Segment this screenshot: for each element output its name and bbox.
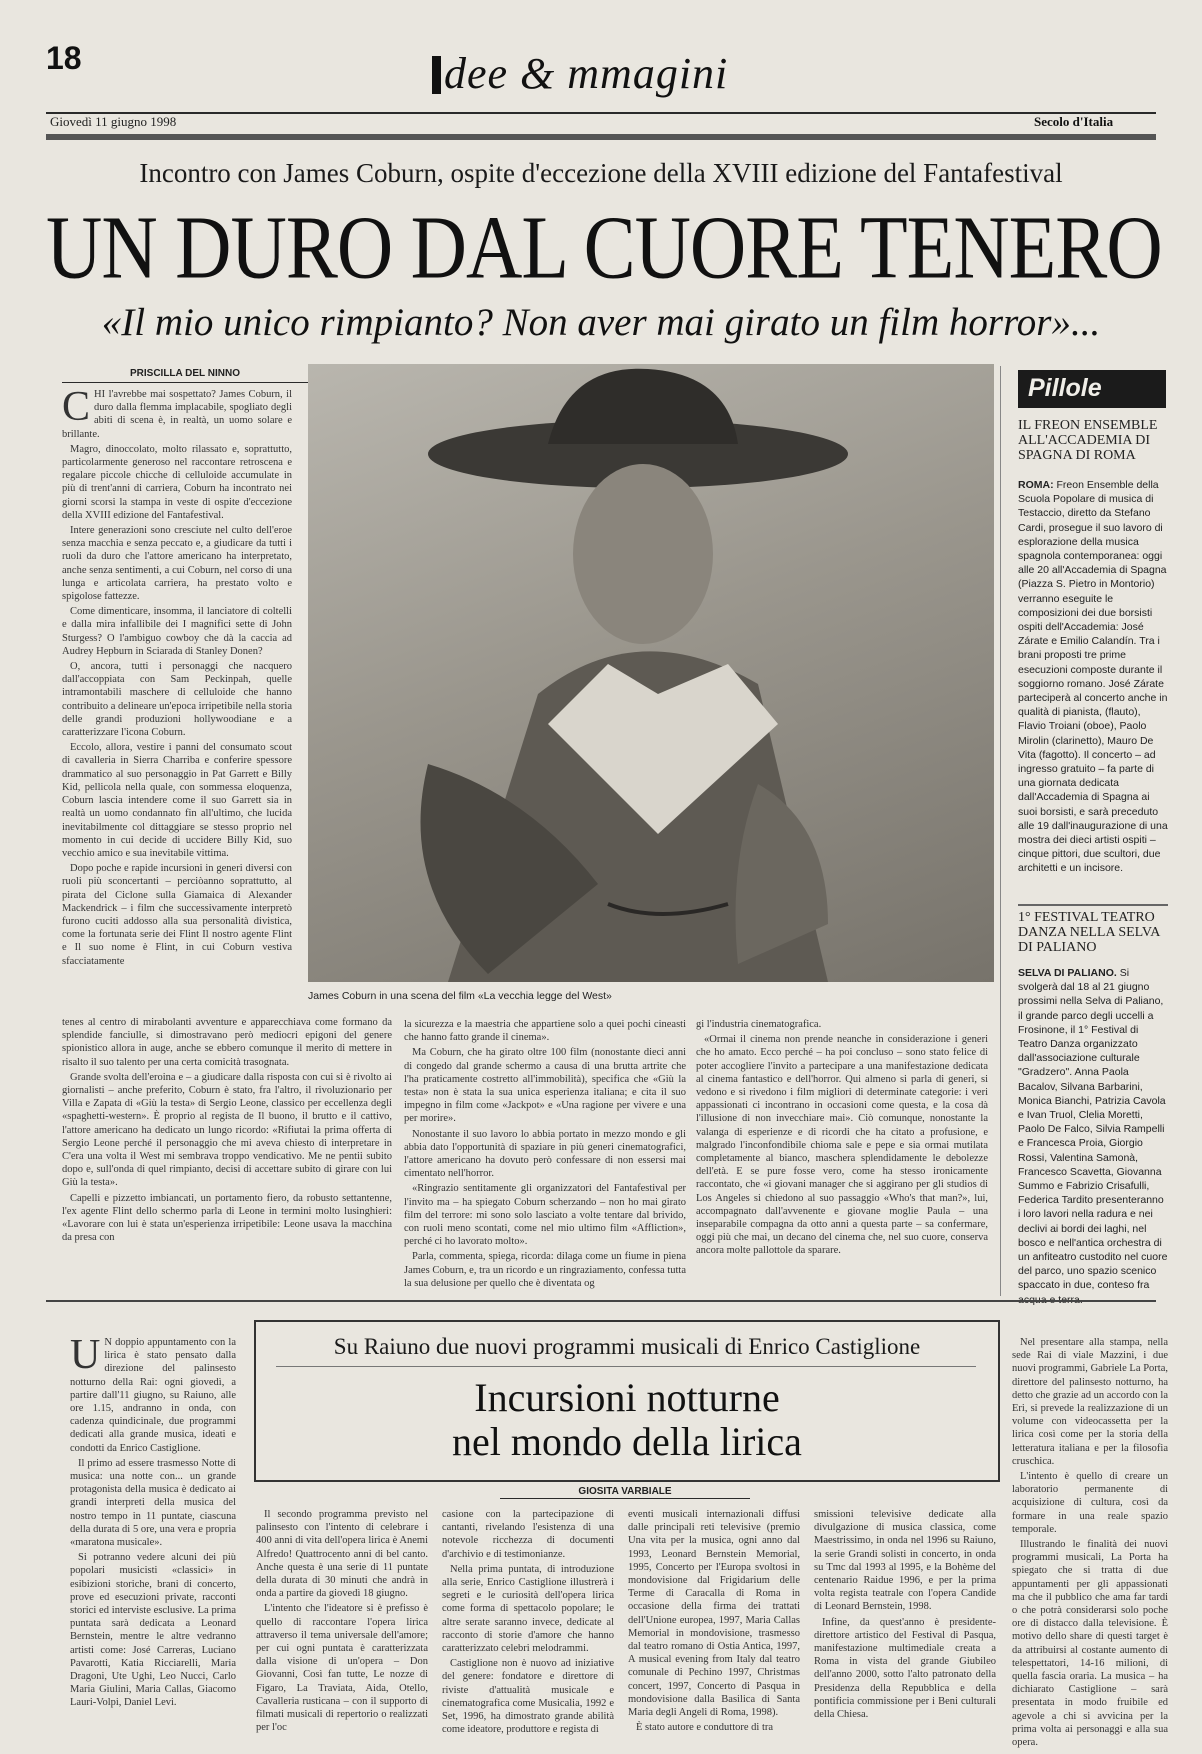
sidebar-divider xyxy=(1000,366,1001,1296)
second-article-headline-line2: nel mondo della lirica xyxy=(452,1419,802,1464)
article-paragraph: Capelli e pizzetto imbiancati, un portamento fiero, da robusto settantenne, l'ex agente Flint dello schermo parla di Leone in termini molto lusinghieri: «Lavorare con lui è stata un'esperienza irripetibile: Leone usava la macchina da presa con xyxy=(62,1192,392,1244)
article-paragraph: Il primo ad essere trasmesso Notte di musica: una notte con... un grande protagonista della musica è dedicato ai grandi interpreti della musica del nostro tempo in 11 puntate, ciascuna della durata di 5 ore, una vera e propria «maratona musicale». xyxy=(70,1457,236,1549)
section-title-text: dee & mmagini xyxy=(444,49,729,98)
sidebar-item-text: Freon Ensemble della Scuola Popolare di musica di Testaccio, diretto da Stefano Cardi, prosegue il suo lavoro di esplorazione della musica spagnola contemporanea: oggi alle 20 all'Accademia di Spagna (Piazza S. Pietro in Montorio) verranno eseguite le composizioni dei due borsisti ospiti dell'Accademia: José Zárate e Emilio Calandín. Tra i brani proposti tre prime esecuzioni composte durante il soggiorno romano. José Zárate parteciperà al concerto anche in qualità di pianista, (flauto), Flavio Troiani (oboe), Paolo Mirolin (clarinetto), Mauro De Vita (fagotto). Il concerto – ad ingresso gratuito – fa parte di una giornata dedicata dall'Accademia di Spagna ai suoi borsisti, e sarà preceduto alle 19 dall'inaugurazione di una mostra dei dieci artisti ospiti – cinque pittori, due scultori, due architetti e un incisore. xyxy=(1018,479,1168,875)
header-rule-top xyxy=(46,112,1156,114)
article-paragraph: È stato autore e conduttore di tra xyxy=(636,1722,774,1734)
article-paragraph: Dopo poche e rapide incursioni in generi diversi con ruoli più sconcertanti – perciòanno soprattutto, al pirata del Ciclone sulla Giamaica di Alexander Mackendrick – i film che successivamente interpretò furono cuciti addosso alla sua personalità divistica, come la fortunata serie dei Flint Il nostro agente Flint e Il suo nome è Flint, in cui Coburn vestiva sfacciatamente xyxy=(62,863,292,967)
article-paragraph: smissioni televisive dedicate alla divulgazione di musica classica, come Maestrissimo, in onda nel 1996 su Raiuno, la serie Grandi solisti in concerto, in onda su Tmc dal 1993 al 1995, e la Bohème del centenario Raidue 1996, e per la prima volta regista teatrale con l'opera Candide di Leonard Bernstein, 1998. xyxy=(814,1509,996,1613)
byline: PRISCILLA DEL NINNO xyxy=(129,368,240,379)
article-paragraph: O, ancora, tutti i personaggi che nacquero dall'accoppiata con Sam Peckinpah, quelle intramontabili maschere di celluloide che hanno contribuito a delineare un'epoca irripetibile nella storia delle grandi produzioni hollywoodiane e a caratterizzare l'icona Coburn. xyxy=(62,661,292,739)
drop-cap: U xyxy=(70,1332,101,1378)
article-paragraph: Eccolo, allora, vestire i panni del consumato scout di cavalleria in Sierra Charriba e conferire spessore drammatico al suo personaggio in Pat Garrett e Billy Kid, pellicola nella quale, con sommessa eloquenza, Coburn lascia intendere come il suo Garrett sia in realtà un uomo condannato fin all'ultimo, che lucida inevitabilmente col dittaggiare se stesso proprio nel momento in cui decide di uccidere Billy Kid, suo vecchio amico e sua inevitabile vittima. xyxy=(62,742,292,859)
article-headline: UN DURO DAL CUORE TENERO xyxy=(46,197,1162,298)
sidebar-item-lead: SELVA DI PALIANO. xyxy=(1018,967,1117,979)
sidebar-item-text: Si svolgerà dal 18 al 21 giugno prossimi nella Selva di Paliano, il grande parco degli uccelli a Frosinone, il 1° Festival di Teatro Danza organizzato dall'associazione culturale "Gradzero". Anna Paola Bacalov, Silvana Barbarini, Monica Bianchi, Patrizia Cavola e Ivan Truol, Clelia Moretti, Paolo De Falco, Silvia Rampelli e Francesca Proia, Giorgio Rossi, Valentina Samonà, Francesco Scavetta, Giovanna Summo e Fabrizio Crisafulli, Federica Tardito presenteranno i loro lavori nella radura e nei declivi ai bordi dei laghi, nel bosco e nell'antica orchestra di un anfiteatro custodito nel cuore del parco, uno spazio scenico spaccato in due, conteso fra xyxy=(1018,967,1168,1292)
article-paragraph: Magro, dinoccolato, molto rilassato e, soprattutto, particolarmente generoso nel raccontare retroscena e regalare piccole chicche di celluloide accumulate in più di trent'anni di carriera, Coburn ha incontrato nei giorni scorsi la stampa in veste di ospite d'eccezione della XVIII edizione del Fantafestival. xyxy=(62,443,292,521)
kicker-rule xyxy=(276,1366,976,1367)
article-paragraph: Nel presentare alla stampa, nella sede Rai di viale Mazzini, i due nuovi programmi, Gabriele La Porta, direttore del palinsesto notturno, ha detto che grazie ad un accordo con la Eri, si prevede la realizzazione di un volume con videocassetta per la lirica così come per la storia della letteratura italiana e per la filosofia cruschica. xyxy=(1012,1337,1168,1467)
article-paragraph: Infine, da quest'anno è presidente-direttore artistico del Festival di Pasqua, manifestazione multimediale creata a Roma in vista del grande Giubileo dell'anno 2000, sotto l'alto patronato della Presidenza della Repubblica e della pontificia commissione per i Beni culturali della Chiesa. xyxy=(814,1616,996,1721)
sidebar-item-body xyxy=(1018,966,1168,1296)
article-paragraph: Castiglione non è nuovo ad iniziative del genere: fondatore e direttore di riviste d'attualità musicale e cinematografica come Musicalia, 1992 e Set, 1996, ha dimostrato grande abilità come ideatore, produttore e regista di xyxy=(442,1658,614,1736)
sidebar-label-box xyxy=(1018,370,1166,408)
header-rule-bottom xyxy=(46,134,1156,140)
photo-caption: James Coburn in una scena del film «La vecchia legge del West» xyxy=(308,990,612,1002)
sidebar-item-title: IL FREON ENSEMBLE ALL'ACCADEMIA DI SPAGNA DI ROMA xyxy=(1018,418,1158,463)
article-paragraph: la sicurezza e la maestria che appartiene solo a quei pochi cineasti che hanno fatto grande il cinema». xyxy=(404,1019,686,1044)
second-article-column-a xyxy=(256,1508,428,1738)
article-column-3 xyxy=(696,1018,988,1286)
article-paragraph: N doppio appuntamento con la lirica è stato pensato dalla direzione del palinsesto notturno della Rai: ogni giovedì, a partire dall'11 giugno, su Raiuno, alle ore 1.15, andranno in onda, con cadenza quindicinale, due programmi dedicati alla grande musica, ideati e condotti da Enrico Castiglione. xyxy=(70,1337,236,1454)
sidebar-item-body xyxy=(1018,478,1168,902)
cowboy-figure-illustration xyxy=(308,364,994,982)
second-article-column-d xyxy=(814,1508,996,1738)
second-article-byline: GIOSITA VARBIALE xyxy=(578,1486,672,1497)
second-article-column-c xyxy=(628,1508,800,1738)
article-paragraph: Intere generazioni sono cresciute nel culto dell'eroe senza macchia e senza peccato e, a giudicare da tutti i ruoli da duro che l'attore americano ha interpretato, anche senza sentimenti, a cui Coburn, nel corso di una lunga e articolata carriera, ha prestato volto e spigolose fattezze. xyxy=(62,525,292,603)
article-paragraph: Grande svolta dell'eroina e – a giudicare dalla risposta con cui si è rivolto ai giornalisti – anche preferito, Coburn è stato, fra l'altro, il rivoluzionario per Villa e Zapata di «Giù la testa» di Sergio Leone, classico per eccellenza degli «spaghetti-western». È proprio al regista de Il buono, il brutto e il cattivo, l'attore americano ha dedicato un lungo ricordo: «Rifiutai la prima offerta di Sergio Leone perché il personaggio che mi aveva chiesto di interpretare in C'era una volta il West mi sembrava troppo vendicativo. Me ne pentii subito dopo e, sull'onda di quel rimpianto, decisi di accettare subito di girare con lui Giù la testa». xyxy=(62,1071,392,1189)
sidebar-item-lead: ROMA: xyxy=(1018,479,1054,491)
article-paragraph: Nella prima puntata, di introduzione alla serie, Enrico Castiglione illustrerà i segreti e le curiosità dell'opera lirica come forma di spettacolo popolare; le altre serate saranno invece, dedicate al racconto di storie d'amore che hanno caratterizzato celebri melodrammi. xyxy=(442,1563,614,1655)
article-paragraph: Il secondo programma previsto nel palinsesto con l'intento di celebrare i 400 anni di vita dell'opera lirica è Anemi Alfredo! Quattrocento anni di bel canto. Anche questa è una serie di 11 puntate della durata di 30 minuti che andrà in onda a partire da giovedì 18 giugno. xyxy=(256,1509,428,1600)
byline-rule xyxy=(62,382,308,383)
article-paragraph: eventi musicali internazionali diffusi dalle principali reti televisive (premio Una vita per la musica, ogni anno dal 1993, Leonard Bernstein Memorial, 1995, Concerto per l'Europa svoltosi in mondovisione dal Frigidarium delle Terme di Caracalla di Roma in occasione della firma dei trattati dell'Unione europea, 1997, Maria Callas Memorial in mondovisione, trasmesso dal teatro romano di Ostia Antica, 1997, A musical evening from Italy dal teatro comunale di Pechino 1997, Christmas concert, 1997, Concerto di Pasqua in mondovisione dalla Basilica di Santa Maria degli Angeli di Roma, 1998). xyxy=(628,1509,800,1719)
section-separator xyxy=(46,1300,1156,1302)
second-byline-rule xyxy=(500,1498,750,1499)
second-article-kicker: Su Raiuno due nuovi programmi musicali di Enrico Castiglione xyxy=(333,1334,921,1359)
article-paragraph: gi l'industria cinematografica. xyxy=(696,1019,822,1030)
article-paragraph: Parla, commenta, spiega, ricorda: dilaga come un fiume in piena James Coburn, e, tra un ricordo e un ringraziamento, confessa tutta la sua delusione per quello che è diventata og xyxy=(404,1251,686,1289)
article-paragraph: Illustrando le finalità dei nuovi programmi musicali, La Porta ha spiegato che si tratta di due appuntamenti per gli appassionati ma che il pubblico che ama far tardi o che potrà considerarsi solo poche ore di distacco dalla televisione. È motivo dello share di questi target è da attribuirsi al costante aumento di telespettatori, 14-16 milioni, di quella fascia oraria. La musica – ha dichiarato Castiglione – sarà presentata in modo fruibile ed agevole a chi si avvicina per la prima volta ai personaggi e alla sua opera. xyxy=(1012,1539,1168,1749)
article-paragraph: «Ringrazio sentitamente gli organizzatori del Fantafestival per l'invito ma – ha spiegato Coburn scherzando – non ho mai girato film del terrore: mi sono solo lasciato a volte tentare dal brivido, con ruoli meno scontati, come nel mio ultimo film «Affliction», perché ci ho lavorato molto». xyxy=(404,1183,686,1248)
article-paragraph: Ma Coburn, che ha girato oltre 100 film (nonostante dieci anni di congedo dal grande schermo a causa di una brutta artrite che l'ha praticamente costretto all'immobilità), specifica che «Giù la testa» non è stata la sua unica esperienza italiana; e cita il suo impegno in film come «Jackpot» e «Una ragione per vivere e una per morire». xyxy=(404,1047,686,1125)
article-subheadline: «Il mio unico rimpianto? Non aver mai girato un film horror»... xyxy=(101,301,1101,344)
second-article-headline-line1: Incursioni notturne xyxy=(474,1375,780,1420)
article-paragraph: L'intento è quello di creare un laboratorio permanente di acquisizione di cultura, così da formare in una reale spazio temporale. xyxy=(1012,1471,1168,1535)
article-photo xyxy=(308,364,994,982)
article-paragraph: Nonostante il suo lavoro lo abbia portato in mezzo mondo e gli abbia dato l'opportunità di spaziare in più generi cinematografici, l'attore americano ha dovuto però confessare di non essersi mai cimentato nell'horror. xyxy=(404,1128,686,1180)
section-title xyxy=(432,44,812,104)
second-article-column-e xyxy=(1012,1336,1168,1749)
masthead: Secolo d'Italia xyxy=(1034,114,1114,129)
article-paragraph: casione con la partecipazione di cantanti, rivelando l'esistenza di una notevole ricchezza di documenti d'archivio e di testimonianze. xyxy=(442,1509,614,1560)
second-article-column-b xyxy=(442,1508,614,1738)
sidebar-item-title: 1° FESTIVAL TEATRO DANZA NELLA SELVA DI PALIANO xyxy=(1018,910,1160,955)
issue-date: Giovedì 11 giugno 1998 xyxy=(50,114,177,129)
drop-cap: C xyxy=(62,384,91,430)
article-paragraph: HI l'avrebbe mai sospettato? James Coburn, il duro dalla flemma implacabile, spogliato degli abiti di scena è, in realtà, un uomo solare e brillante. xyxy=(62,389,292,440)
article-paragraph: tenes al centro di mirabolanti avventure e apparecchiava come formano da splendide fanciulle, si dimostravano però mediocri epigoni del genere spionistico allora in auge, anche se ebbero comunque il merito di mettere in risalto il suo talento per una certa comicità trasognata. xyxy=(62,1017,392,1068)
article-paragraph: Si potranno vedere alcuni dei più popolari musicisti «classici» in esibizioni storiche, brani di concerto, prove ed esecuzioni private, racconti storici ed interviste esclusive. La prima puntata sarà dedicata a Leonard Bernstein, mentre le altre vedranno artisti come: José Carreras, Luciano Pavarotti, Katia Ricciarelli, Maria Dragoni, Ute Ughi, Leo Nucci, Carlo Maria Giulini, Maria Callas, Giacomo Lauri-Volpi, Daniel Levi. xyxy=(70,1552,236,1709)
second-article-left-column xyxy=(70,1332,236,1736)
sidebar-label: Pillole xyxy=(1028,374,1102,402)
article-paragraph: «Ormai il cinema non prende neanche in considerazione i generi che ho amato. Ecco perché – ha poi concluso – sono stato felice di poter accogliere l'invito a partecipare a una manifestazione dedicata al cinema fantastico e dell'horror. Qui almeno si parla di generi, si vedono e si rivedono i film migliori di determinate categorie: i veri appassionati ci incontrano in occasioni come questa, e la cosa dà l'illusione di non invecchiare mai». Ciò comunque, nonostante la valanga di esperienze e di ricordi che ha citato a profusione, e malgrado l'inconfondibile chioma sale e pepe e sia ormai mutilata completamente al bianco, maschera splendidamente le debolezze dell'età. E se pure fosse vero, come ha stesso ironicamente raccontato, che «i giovani manager che si aggirano per gli studios di Los Angeles si chiedono al suo passaggio «Who's that man?», lui, accompagnato dall'avvenente e giovane moglie Paula – una inseparabile compagna da otto anni a questa parte – sa confermare, oggi più che mai, un decano del cinema che, nel suo cuore, conserva ancora molte pallottole da sparare. xyxy=(696,1034,988,1257)
page-number: 18 xyxy=(46,40,82,76)
article-paragraph: L'intento che l'ideatore si è prefisso è quello di raccontare l'opera lirica attraverso il tema universale dell'amore; per cui ogni puntata è caratterizzata dalla visione di un'opera – Don Giovanni, Così fan tutte, Le nozze di Figaro, La Traviata, Aida, Otello, Cavalleria rusticana – con il supporto di filmati musicali di repertorio o realizzati per l'oc xyxy=(256,1603,428,1734)
article-kicker: Incontro con James Coburn, ospite d'eccezione della XVIII edizione del Fantafestival xyxy=(139,158,1063,188)
article-column-2 xyxy=(404,1018,686,1289)
second-article-headline-box xyxy=(254,1320,1000,1482)
article-column-1-continued xyxy=(62,1016,392,1286)
article-column-1 xyxy=(62,384,292,1010)
article-paragraph: Come dimenticare, insomma, il lanciatore di coltelli e dalla mira infallibile dei I magnifici sette di John Sturgess? O l'ambiguo cowboy che dà la caccia ad Audrey Hepburn in Sciarada di Stanley Donen? xyxy=(62,606,292,657)
section-initial-bar xyxy=(432,56,441,94)
sidebar-item-divider xyxy=(1018,904,1168,906)
